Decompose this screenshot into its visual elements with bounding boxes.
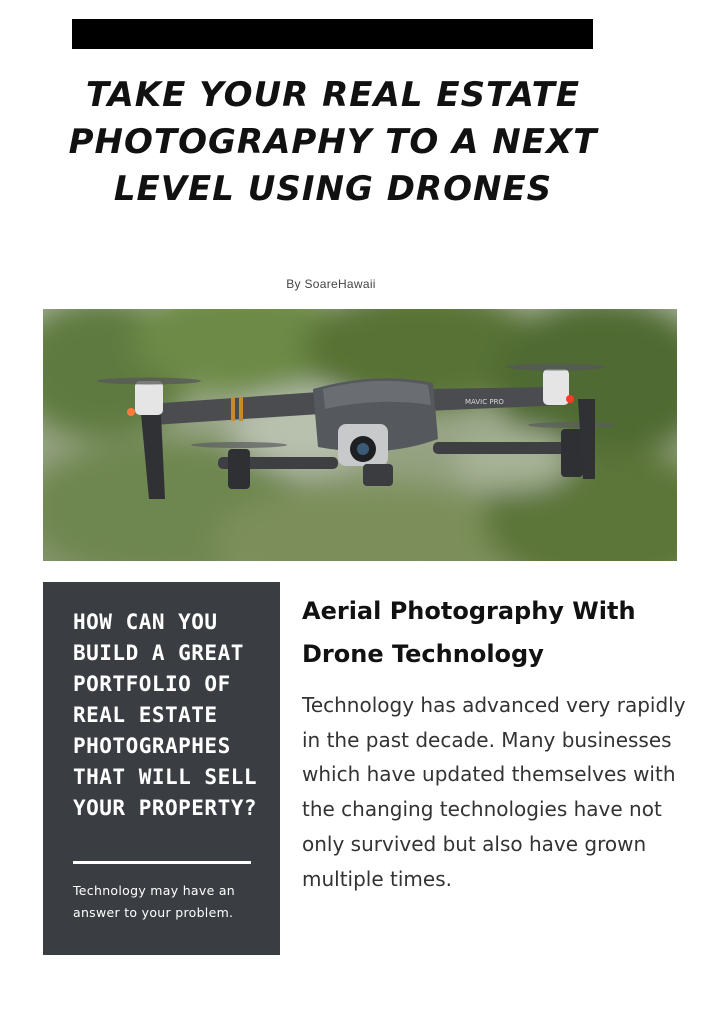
sidebar-divider: [73, 861, 251, 864]
drone-label: MAVIC PRO: [465, 398, 504, 406]
document-title: TAKE YOUR REAL ESTATE PHOTOGRAPHY TO A NEXT LEVEL USING DRONES: [68, 75, 598, 209]
article-body: Technology has advanced very rapidly in the past decade. Many businesses which have updated themselves with the changing technologies have not only survived but also have grown multiple times.: [302, 693, 686, 891]
article-heading: Aerial Photography With Drone Technology: [302, 597, 636, 668]
hero-drone-photo: [43, 309, 677, 561]
sidebar-note: Technology may have an answer to your problem.: [73, 883, 236, 920]
top-banner-bar: [72, 19, 593, 49]
sidebar-heading: HOW CAN YOU BUILD A GREAT PORTFOLIO OF REAL ESTATE PHOTOGRAPHES THAT WILL SELL YOUR PROPERTY?: [73, 610, 258, 820]
byline: By SoareHawaii: [286, 277, 376, 291]
sidebar-callout: [43, 582, 280, 955]
